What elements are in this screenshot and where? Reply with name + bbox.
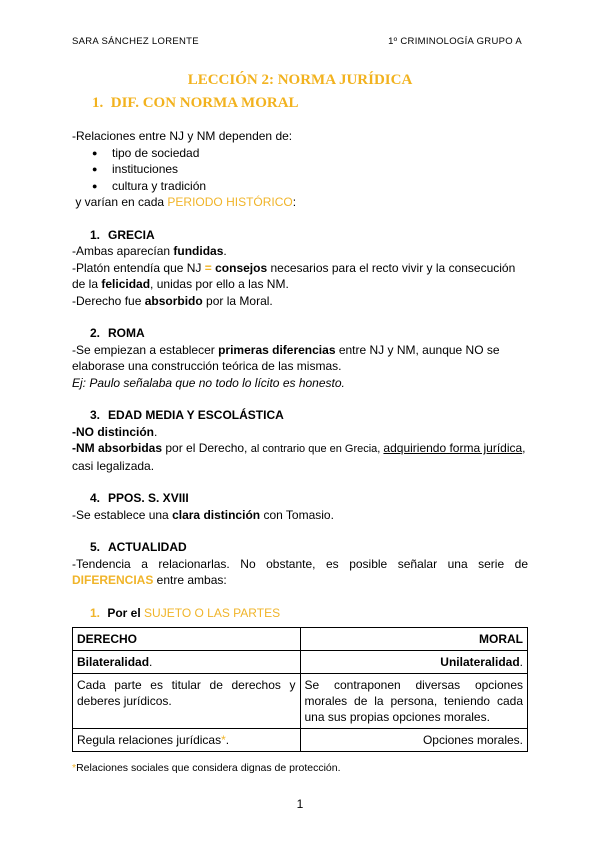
section-title: PPOS. S. XVIII <box>108 491 189 505</box>
subsection-prefix: Por el <box>107 605 145 620</box>
text: por la Moral. <box>202 293 273 308</box>
paragraph <box>72 243 528 260</box>
subsection-heading-subject <box>72 605 528 622</box>
table-cell: Opciones morales. <box>300 729 528 752</box>
footnote-marker: * <box>221 733 226 747</box>
table-row <box>73 674 528 729</box>
header-course: 1º CRIMINOLOGÍA GRUPO A <box>388 36 522 47</box>
table-cell: Se contraponen diversas opciones morales de la persona, teniendo cada una sus propias opciones morales. <box>300 674 528 729</box>
bold-text: -NM absorbidas <box>72 441 163 455</box>
text: entre ambas: <box>153 573 227 587</box>
section-title: GRECIA <box>108 227 155 242</box>
intro-vary-line <box>72 194 528 211</box>
equals-sign: = <box>204 260 212 275</box>
footnote <box>72 762 341 774</box>
section-heading-medieval <box>72 407 528 424</box>
bold-text: felicidad <box>101 277 151 291</box>
table-cell <box>73 651 301 674</box>
vary-suffix: : <box>292 195 297 209</box>
differences-highlight: DIFERENCIAS <box>72 573 154 587</box>
text: Regula relaciones jurídicas <box>77 733 222 747</box>
table-row <box>73 729 528 752</box>
intro-bullet-list <box>72 145 528 195</box>
paragraph <box>72 342 528 375</box>
text: -Se establece una <box>72 507 173 522</box>
text: , casi legalizada. <box>72 441 526 473</box>
section-title: EDAD MEDIA Y ESCOLÁSTICA <box>108 408 284 422</box>
vary-prefix: y varían en cada <box>72 195 168 209</box>
section-number: 3. <box>90 408 101 422</box>
table-header-cell <box>300 628 528 651</box>
text: -Platón entendía que NJ <box>72 260 205 275</box>
bold-text: Unilateralidad <box>440 655 520 669</box>
section-title: ACTUALIDAD <box>108 540 187 554</box>
paragraph <box>72 260 528 293</box>
bold-text: fundidas <box>173 244 224 258</box>
subsection-number: 1. <box>90 605 101 620</box>
text: . <box>223 244 227 258</box>
text: -Se empiezan a establecer <box>72 342 219 357</box>
section-heading-modern <box>72 490 528 507</box>
page-number: 1 <box>296 797 304 811</box>
table-row <box>73 651 528 674</box>
text: entre NJ y NM, aunque NO se elaborase una construcción teórica de las mismas. <box>72 342 500 373</box>
intro-line: -Relaciones entre NJ y NM dependen de: <box>72 129 293 143</box>
table-row <box>73 628 528 651</box>
text: -Ambas aparecían <box>72 244 174 258</box>
footnote-text: Relaciones sociales que considera dignas de protección. <box>76 762 341 774</box>
text: necesarios para el recto vivir y la consecución de la <box>72 260 516 291</box>
table-cell: Cada parte es titular de derechos y deberes jurídicos. <box>73 674 301 729</box>
subtitle-number: 1. <box>92 95 104 111</box>
section-number: 4. <box>90 491 101 505</box>
section-heading-today <box>72 539 528 556</box>
section-heading-rome <box>72 325 528 342</box>
list-item: ● tipo de sociedad <box>92 145 528 162</box>
column-header-derecho: DERECHO <box>77 632 138 646</box>
page-title: LECCIÓN 2: NORMA JURÍDICA <box>187 72 413 88</box>
bold-text: clara distinción <box>172 507 261 522</box>
text: -Tendencia a relacionarlas. No obstante, es posible señalar una serie de <box>72 556 528 571</box>
bold-text: absorbido <box>144 293 203 308</box>
paragraph <box>72 424 528 441</box>
text: . <box>154 424 158 439</box>
table-header-cell <box>73 628 301 651</box>
paragraph <box>72 293 528 310</box>
subject-highlight: SUJETO O LAS PARTES <box>144 605 281 620</box>
table-cell <box>73 729 301 752</box>
bold-text: primeras diferencias <box>218 342 336 357</box>
comparison-table <box>72 627 528 752</box>
section-number: 2. <box>90 326 101 340</box>
example-text: Ej: Paulo señalaba que no todo lo lícito es honesto. <box>72 375 345 390</box>
document-body <box>72 128 528 752</box>
text: . <box>519 655 523 669</box>
table-cell <box>300 651 528 674</box>
text: -Derecho fue <box>72 293 145 308</box>
text: . <box>149 655 153 669</box>
period-highlight: PERIODO HISTÓRICO <box>167 195 293 209</box>
section-number: 5. <box>90 540 101 554</box>
list-item: ● instituciones <box>92 161 528 178</box>
bold-text: -NO distinción <box>72 424 154 439</box>
section-heading-greece <box>72 227 528 244</box>
small-text: al contrario que en Grecia, <box>250 443 384 455</box>
paragraph <box>72 556 528 589</box>
text: por el Derecho, <box>162 441 251 455</box>
text: , unidas por ello a las NM. <box>150 277 289 291</box>
footnote-marker: * <box>72 762 77 774</box>
paragraph <box>72 440 528 474</box>
column-header-moral: MORAL <box>479 632 523 646</box>
section-title: ROMA <box>108 326 145 340</box>
header-author: SARA SÁNCHEZ LORENTE <box>72 36 199 47</box>
bold-text: consejos <box>215 260 268 275</box>
bold-text: Bilateralidad <box>77 655 150 669</box>
text: con Tomasio. <box>260 507 334 522</box>
paragraph <box>72 507 528 524</box>
text: . <box>225 733 230 747</box>
section-number: 1. <box>90 227 101 242</box>
underlined-text: adquiriendo forma jurídica <box>383 441 523 455</box>
subtitle-text: DIF. CON NORMA MORAL <box>110 95 299 111</box>
section-subtitle <box>92 95 299 112</box>
list-item: ● cultura y tradición <box>92 178 528 195</box>
